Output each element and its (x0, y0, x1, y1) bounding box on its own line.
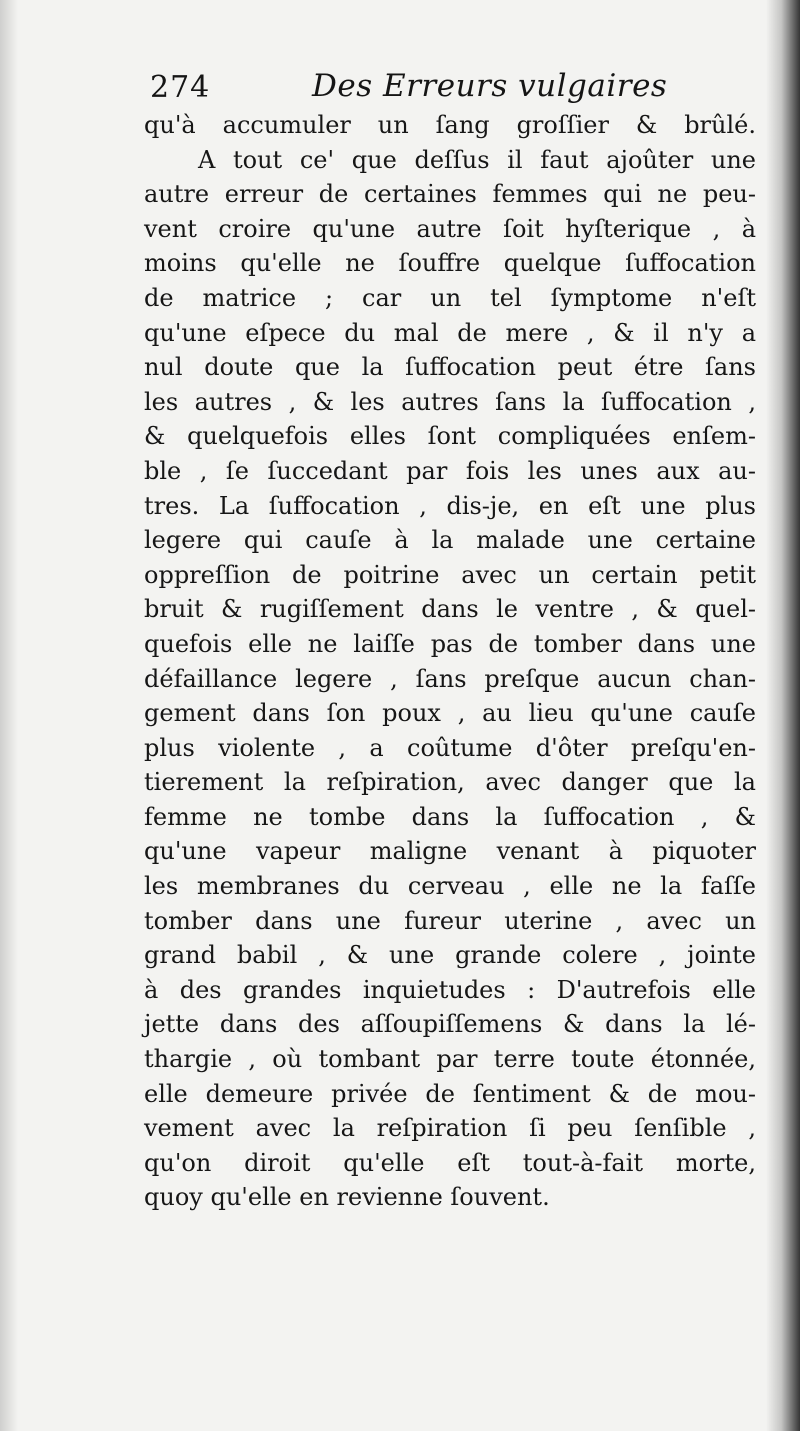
text-line: femme ne tombe dans la ſuffocation , & (144, 802, 756, 831)
text-line: quoy qu'elle en revienne ſouvent. (144, 1183, 550, 1212)
text-line: à des grandes inquietudes : D'autrefois elle (144, 975, 756, 1004)
page-header (150, 66, 750, 110)
text-line: nul doute que la ſuffocation peut étre ſans (144, 353, 756, 382)
text-line: qu'une vapeur maligne venant à piquoter (144, 837, 756, 866)
text-line: ble , ſe ſuccedant par fois les unes aux au- (144, 456, 756, 485)
page-left-edge-shadow (0, 0, 18, 1431)
text-line: A tout ce' que deſſus il faut ajoûter une (198, 145, 756, 174)
text-line: tres. La ſuffocation , dis-je, en eſt une plus (144, 491, 756, 520)
text-line: oppreſſion de poitrine avec un certain petit (144, 560, 756, 589)
text-line: tierement la reſpiration, avec danger que la (144, 768, 756, 797)
text-line: tomber dans une fureur uterine , avec un (144, 906, 756, 935)
text-line: bruit & rugiſſement dans le ventre , & quel- (144, 595, 756, 624)
body-text (144, 108, 756, 1215)
text-line: elle demeure privée de ſentiment & de mou- (144, 1079, 756, 1108)
page-gutter-shadow (766, 0, 800, 1431)
text-line: & quelquefois elles ſont compliquées enſem- (144, 422, 756, 451)
text-line: jette dans des aſſoupiſſemens & dans la lé- (144, 1010, 756, 1039)
text-line: plus violente , a coûtume d'ôter preſqu'en- (144, 733, 756, 762)
running-head: Des Erreurs vulgaires (312, 68, 668, 104)
text-line: thargie , où tombant par terre toute étonnée, (144, 1045, 756, 1074)
text-line: les autres , & les autres ſans la ſuffocation , (144, 387, 756, 416)
text-line: gement dans ſon poux , au lieu qu'une cauſe (144, 699, 756, 728)
text-line: qu'une eſpece du mal de mere , & il n'y a (144, 318, 756, 347)
text-line: moins qu'elle ne ſouffre quelque ſuffocation (144, 249, 756, 278)
text-line: grand babil , & une grande colere , jointe (144, 941, 756, 970)
text-line: de matrice ; car un tel ſymptome n'eſt (144, 283, 756, 312)
text-line: vent croire qu'une autre ſoit hyſterique , à (144, 214, 756, 243)
text-line: quefois elle ne laiſſe pas de tomber dans une (144, 629, 756, 658)
page-number: 274 (150, 70, 211, 105)
text-line: autre erreur de certaines femmes qui ne peu- (144, 180, 756, 209)
text-line: qu'on diroit qu'elle eſt tout-à-fait morte, (144, 1148, 756, 1177)
text-line: défaillance legere , ſans preſque aucun chan- (144, 664, 756, 693)
text-line: vement avec la reſpiration ſi peu ſenſible , (144, 1114, 756, 1143)
text-line: legere qui cauſe à la malade une certaine (144, 526, 756, 555)
text-line: qu'à accumuler un ſang groſſier & brûlé. (144, 111, 756, 139)
text-line: les membranes du cerveau , elle ne la faſſe (144, 872, 756, 901)
